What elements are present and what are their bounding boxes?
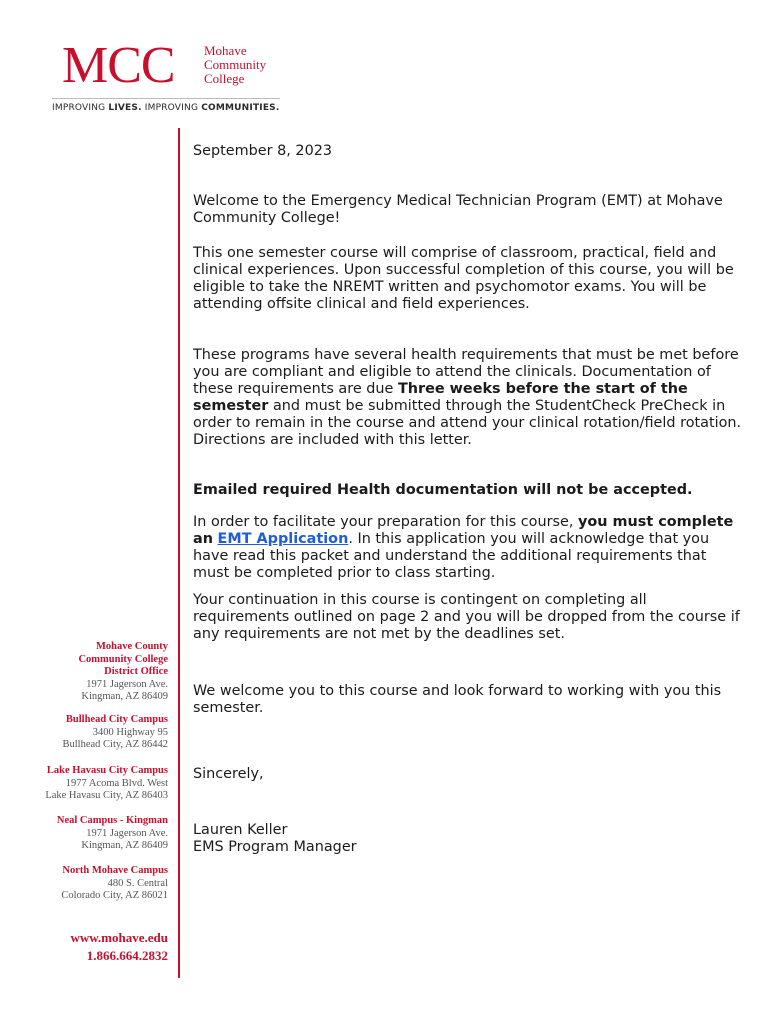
emt-application-link[interactable]: EMT Application — [217, 531, 349, 547]
website-link[interactable]: www.mohave.edu — [70, 930, 168, 945]
logo-line-1: Mohave — [204, 43, 247, 58]
closing-salutation: Sincerely, — [193, 766, 264, 782]
application-paragraph: In order to facilitate your preparation for this course, you must complete an EMT Application. In this application you will acknowledge that you have read this packet and understand the additional requirements that must be completed prior to class starting. — [193, 514, 734, 581]
phone-number: 1.866.664.2832 — [86, 948, 168, 963]
letter-date: September 8, 2023 — [193, 143, 333, 159]
logo-divider — [52, 98, 280, 99]
email-notice: Emailed required Health documentation will not be accepted. — [193, 482, 693, 498]
logo-line-3: College — [204, 71, 245, 86]
havasu-campus-address: Lake Havasu City Campus 1977 Acoma Blvd. West Lake Havasu City, AZ 86403 — [45, 765, 168, 801]
signer-name: Lauren Keller — [193, 822, 288, 838]
welcome-closing-paragraph: We welcome you to this course and look forward to working with you this semester. — [193, 683, 722, 716]
logo-mark: MCC — [62, 37, 175, 94]
course-description-paragraph: This one semester course will comprise of classroom, practical, field and clinical experiences. Upon successful completion of this course, you will be eligible to take the NREMT written and psychomotor exams. You will be attending offsite clinical and field experiences. — [193, 245, 734, 312]
continuation-paragraph: Your continuation in this course is contingent on completing all requirements outlined on page 2 and you will be dropped from the course if any requirements are not met by the deadlines set. — [193, 592, 740, 642]
welcome-paragraph: Welcome to the Emergency Medical Technician Program (EMT) at Mohave Community College! — [193, 193, 723, 226]
bullhead-campus-address: Bullhead City Campus 3400 Highway 95 Bullhead City, AZ 86442 — [62, 714, 168, 750]
logo-tagline: IMPROVING LIVES. IMPROVING COMMUNITIES. — [52, 103, 280, 113]
health-requirements-paragraph: These programs have several health requirements that must be met before you are compliant and eligible to attend the clinicals. Documentation of these requirements are due Three weeks before the start of the semester and must be submitted through the StudentCheck PreCheck in order to remain in the course and attend your clinical rotation/field rotation. Directions are included with this letter. — [193, 347, 742, 448]
signer-title: EMS Program Manager — [193, 839, 357, 855]
logo-college-name — [204, 44, 266, 86]
signer-block — [193, 822, 743, 856]
logo-line-2: Community — [204, 57, 267, 72]
district-office-address: Mohave County Community College District Office 1971 Jagerson Ave. Kingman, AZ 86409 — [78, 641, 168, 702]
north-campus-address: North Mohave Campus 480 S. Central Colorado City, AZ 86021 — [61, 865, 168, 901]
margin-rule — [178, 128, 180, 978]
neal-campus-address: Neal Campus - Kingman 1971 Jagerson Ave. Kingman, AZ 86409 — [56, 815, 168, 851]
